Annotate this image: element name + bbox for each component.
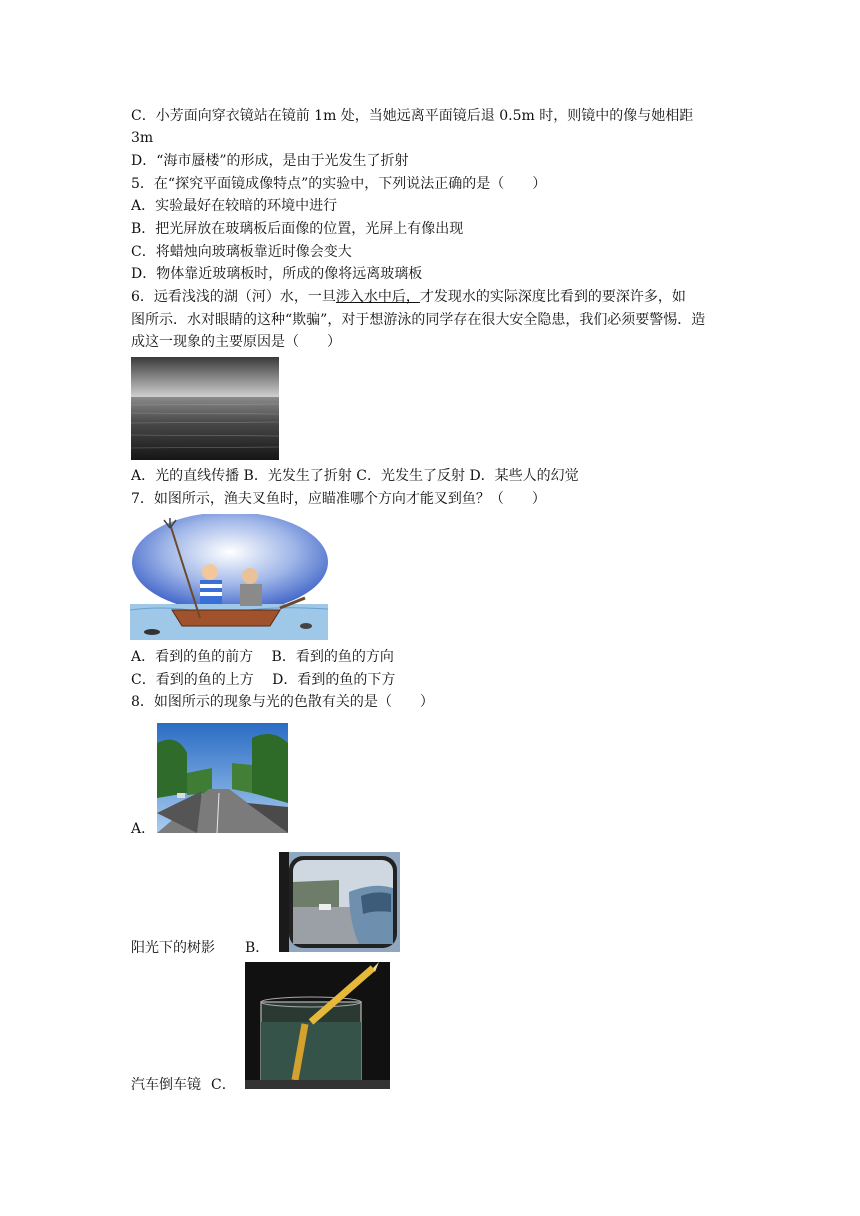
q8-option-c-label: C． xyxy=(211,1077,236,1093)
pencil-in-water-image xyxy=(245,962,390,1089)
lake-water-image xyxy=(131,357,279,460)
question-8: 8．如图所示的现象与光的色散有关的是（ ） xyxy=(131,694,434,710)
q4-option-d: D．“海市蜃楼”的形成，是由于光发生了折射 xyxy=(131,153,409,169)
q6-text-b: 才发现水的实际深度比看到的要深许多，如 xyxy=(419,289,686,305)
q5-option-a: A．实验最好在较暗的环境中进行 xyxy=(131,198,338,214)
tree-shadow-image xyxy=(157,723,288,833)
q8b-caption-text: 汽车倒车镜 xyxy=(131,1077,201,1093)
question-6-line3: 成这一现象的主要原因是（ ） xyxy=(131,334,341,350)
q6-underlined-text: 涉入水中后， xyxy=(335,289,420,305)
q5-option-c: C．将蜡烛向玻璃板靠近时像会变大 xyxy=(131,244,352,260)
q7-options-ab: A．看到的鱼的前方 B．看到的鱼的方向 xyxy=(131,649,394,665)
question-6-line2: 图所示．水对眼睛的这种“欺骗”，对于想游泳的同学存在很大安全隐患，我们必须要警惕．造 xyxy=(131,312,706,328)
q5-option-b: B．把光屏放在玻璃板后面像的位置，光屏上有像出现 xyxy=(131,221,464,237)
q5-option-d: D．物体靠近玻璃板时，所成的像将远离玻璃板 xyxy=(131,266,423,282)
car-mirror-image xyxy=(279,852,400,952)
q6-options: A．光的直线传播 B．光发生了折射 C．光发生了反射 D．某些人的幻觉 xyxy=(131,468,579,484)
q7-options-cd: C．看到的鱼的上方 D．看到的鱼的下方 xyxy=(131,672,396,688)
question-7: 7．如图所示，渔夫叉鱼时，应瞄准哪个方向才能叉到鱼？（ ） xyxy=(131,491,546,507)
q4-option-c-line1: C．小芳面向穿衣镜站在镜前 1m 处，当她远离平面镜后退 0.5m 时，则镜中的像与她相距 xyxy=(131,108,694,124)
q8-option-b-caption xyxy=(131,1076,236,1094)
q8-option-b-label: B． xyxy=(245,940,270,956)
q8-option-a-label: A． xyxy=(131,821,156,837)
q8a-caption-text: 阳光下的树影 xyxy=(131,940,215,956)
q8-option-a-caption xyxy=(131,939,269,957)
question-6-line1 xyxy=(131,288,686,306)
q4-option-c-line2: 3m xyxy=(131,130,154,146)
q6-text-a: 6．远看浅浅的湖（河）水，一旦 xyxy=(131,289,336,305)
question-5: 5．在“探究平面镜成像特点”的实验中，下列说法正确的是（ ） xyxy=(131,176,547,192)
fisherman-boat-image xyxy=(130,514,328,640)
